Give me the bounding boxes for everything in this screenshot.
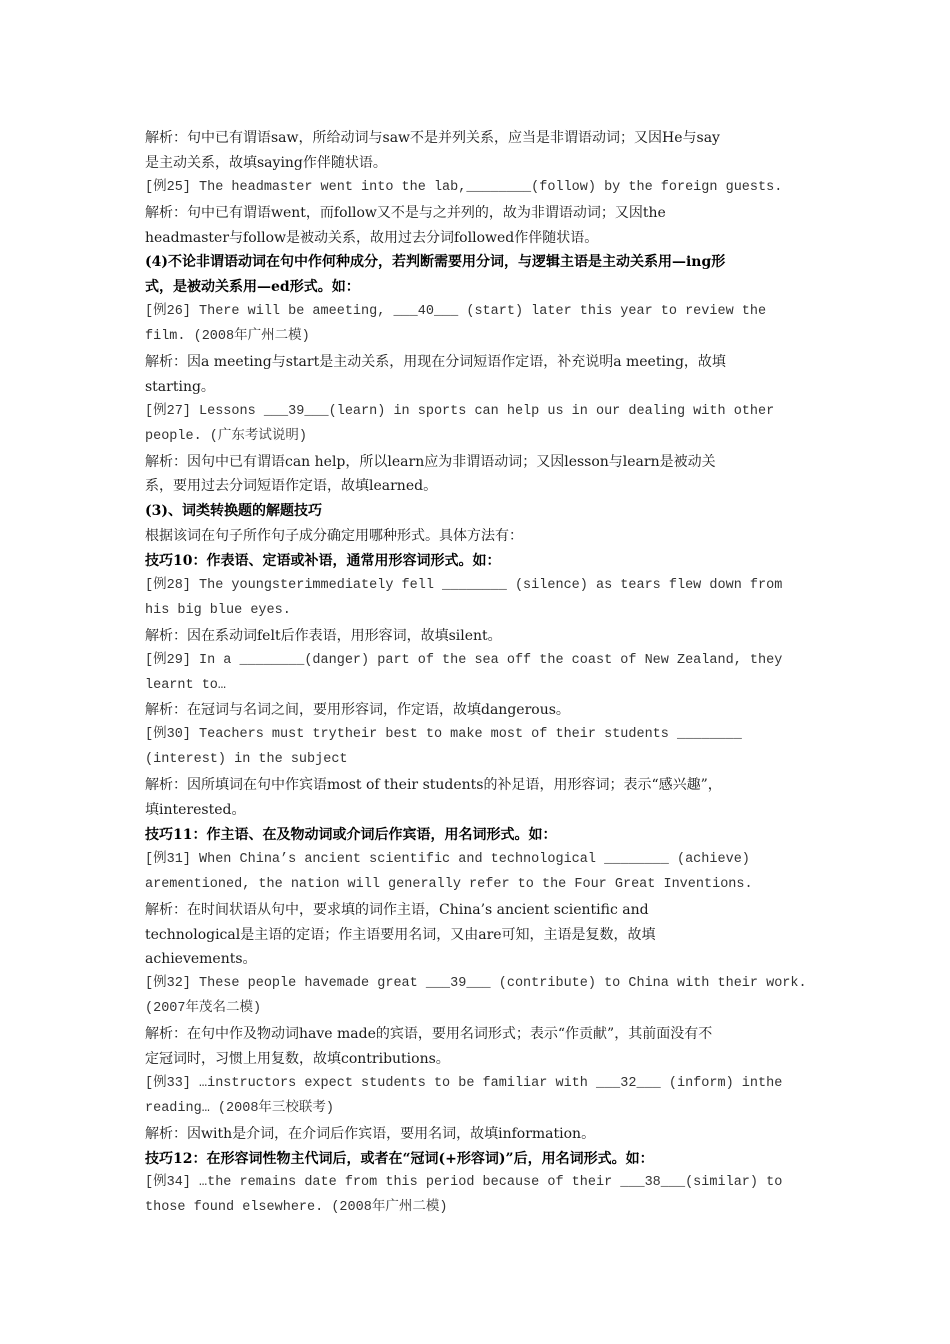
example-line: [例26] There will be ameeting, ___40___ (start) later this year to review the [145,304,767,320]
example-line: [例34] …the remains date from this period because of their ___38___(similar) to [145,1175,783,1191]
text-line: achievements。 [145,951,257,968]
example-line: those found elsewhere. (2008年广州二模) [145,1200,448,1216]
text-line: 解析：在句中作及物动词have made的宾语，要用名词形式；表示“作贡献”，其前面没有不 [145,1026,713,1043]
text-line: 填interested。 [145,802,246,819]
text-line: technological是主语的定语；作主语要用名词，又由are可知，主语是复数，故填 [145,926,656,943]
example-line: (interest) in the subject [145,752,348,768]
text-line: headmaster与follow是被动关系，故用过去分词followed作伴随状语。 [145,229,599,246]
text-line: 解析：句中已有谓语went，而follow又不是与之并列的，故为非谓语动词；又因the [145,204,666,221]
document-page [145,126,817,1221]
example-line: (2007年茂名二模) [145,1001,262,1017]
text-line: 定冠词时，习惯上用复数，故填contributions。 [145,1050,450,1067]
text-line: 根据该词在句子所作句子成分确定用哪种形式。具体方法有： [145,528,523,545]
example-line: [例28] The youngsterimmediately fell ________ (silence) as tears flew down from [145,578,783,594]
example-line: [例30] Teachers must trytheir best to make most of their students ________ [145,727,742,743]
text-line: 是主动关系，故填saying作伴随状语。 [145,154,387,171]
heading-line: 技巧12：在形容词性物主代词后，或者在“冠词(+形容词)”后，用名词形式。如： [145,1150,654,1167]
text-line: 解析：因with是介词，在介词后作宾语，要用名词，故填information。 [145,1125,596,1142]
text-line: 系，要用过去分词短语作定语，故填learned。 [145,478,438,495]
example-line: [例33] …instructors expect students to be familiar with ___32___ (inform) inthe [145,1075,783,1091]
example-line: [例29] In a ________(danger) part of the sea off the coast of New Zealand, they [145,652,783,668]
text-line: 解析：因在系动词felt后作表语，用形容词，故填silent。 [145,627,502,644]
example-line: people. (广东考试说明) [145,428,308,444]
heading-line: (3)、词类转换题的解题技巧 [145,503,322,520]
text-line: starting。 [145,378,215,395]
heading-line: 式，是被动关系用—ed形式。如： [145,279,360,296]
text-line: 解析：在冠词与名词之间，要用形容词，作定语，故填dangerous。 [145,702,570,719]
heading-line: 技巧10：作表语、定语或补语，通常用形容词形式。如： [145,553,501,570]
example-line: [例25] The headmaster went into the lab,________(follow) by the foreign guests. [145,179,783,195]
text-line: 解析：因所填词在句中作宾语most of their students的补足语，用形容词；表示“感兴趣”， [145,777,722,794]
text-line: 解析：在时间状语从句中，要求填的词作主语，China’s ancient scientific and [145,901,649,918]
example-line: reading… (2008年三校联考) [145,1100,335,1116]
text-line: 解析：因句中已有谓语can help，所以learn应为非谓语动词；又因lesson与learn是被动关 [145,453,716,470]
example-line: [例32] These people havemade great ___39___ (contribute) to China with their work. [145,976,807,992]
example-line: [例31] When China’s ancient scientific and technological ________ (achieve) [145,851,750,867]
text-line: 解析：因a meeting与start是主动关系，用现在分词短语作定语，补充说明a meeting，故填 [145,354,726,371]
example-line: arementioned, the nation will generally refer to the Four Great Inventions. [145,876,753,892]
text-line: 解析：句中已有谓语saw，所给动词与saw不是并列关系，应当是非谓语动词；又因He与say [145,130,720,146]
example-line: film. (2008年广州二模) [145,329,310,345]
heading-line: 技巧11：作主语、在及物动词或介词后作宾语，用名词形式。如： [145,826,557,843]
example-line: learnt to… [145,677,227,693]
example-line: his big blue eyes. [145,602,291,618]
heading-line: (4)不论非谓语动词在句中作何种成分，若判断需要用分词，与逻辑主语是主动关系用—ing形 [145,254,726,271]
example-line: [例27] Lessons ___39___(learn) in sports can help us in our dealing with other [145,403,775,419]
